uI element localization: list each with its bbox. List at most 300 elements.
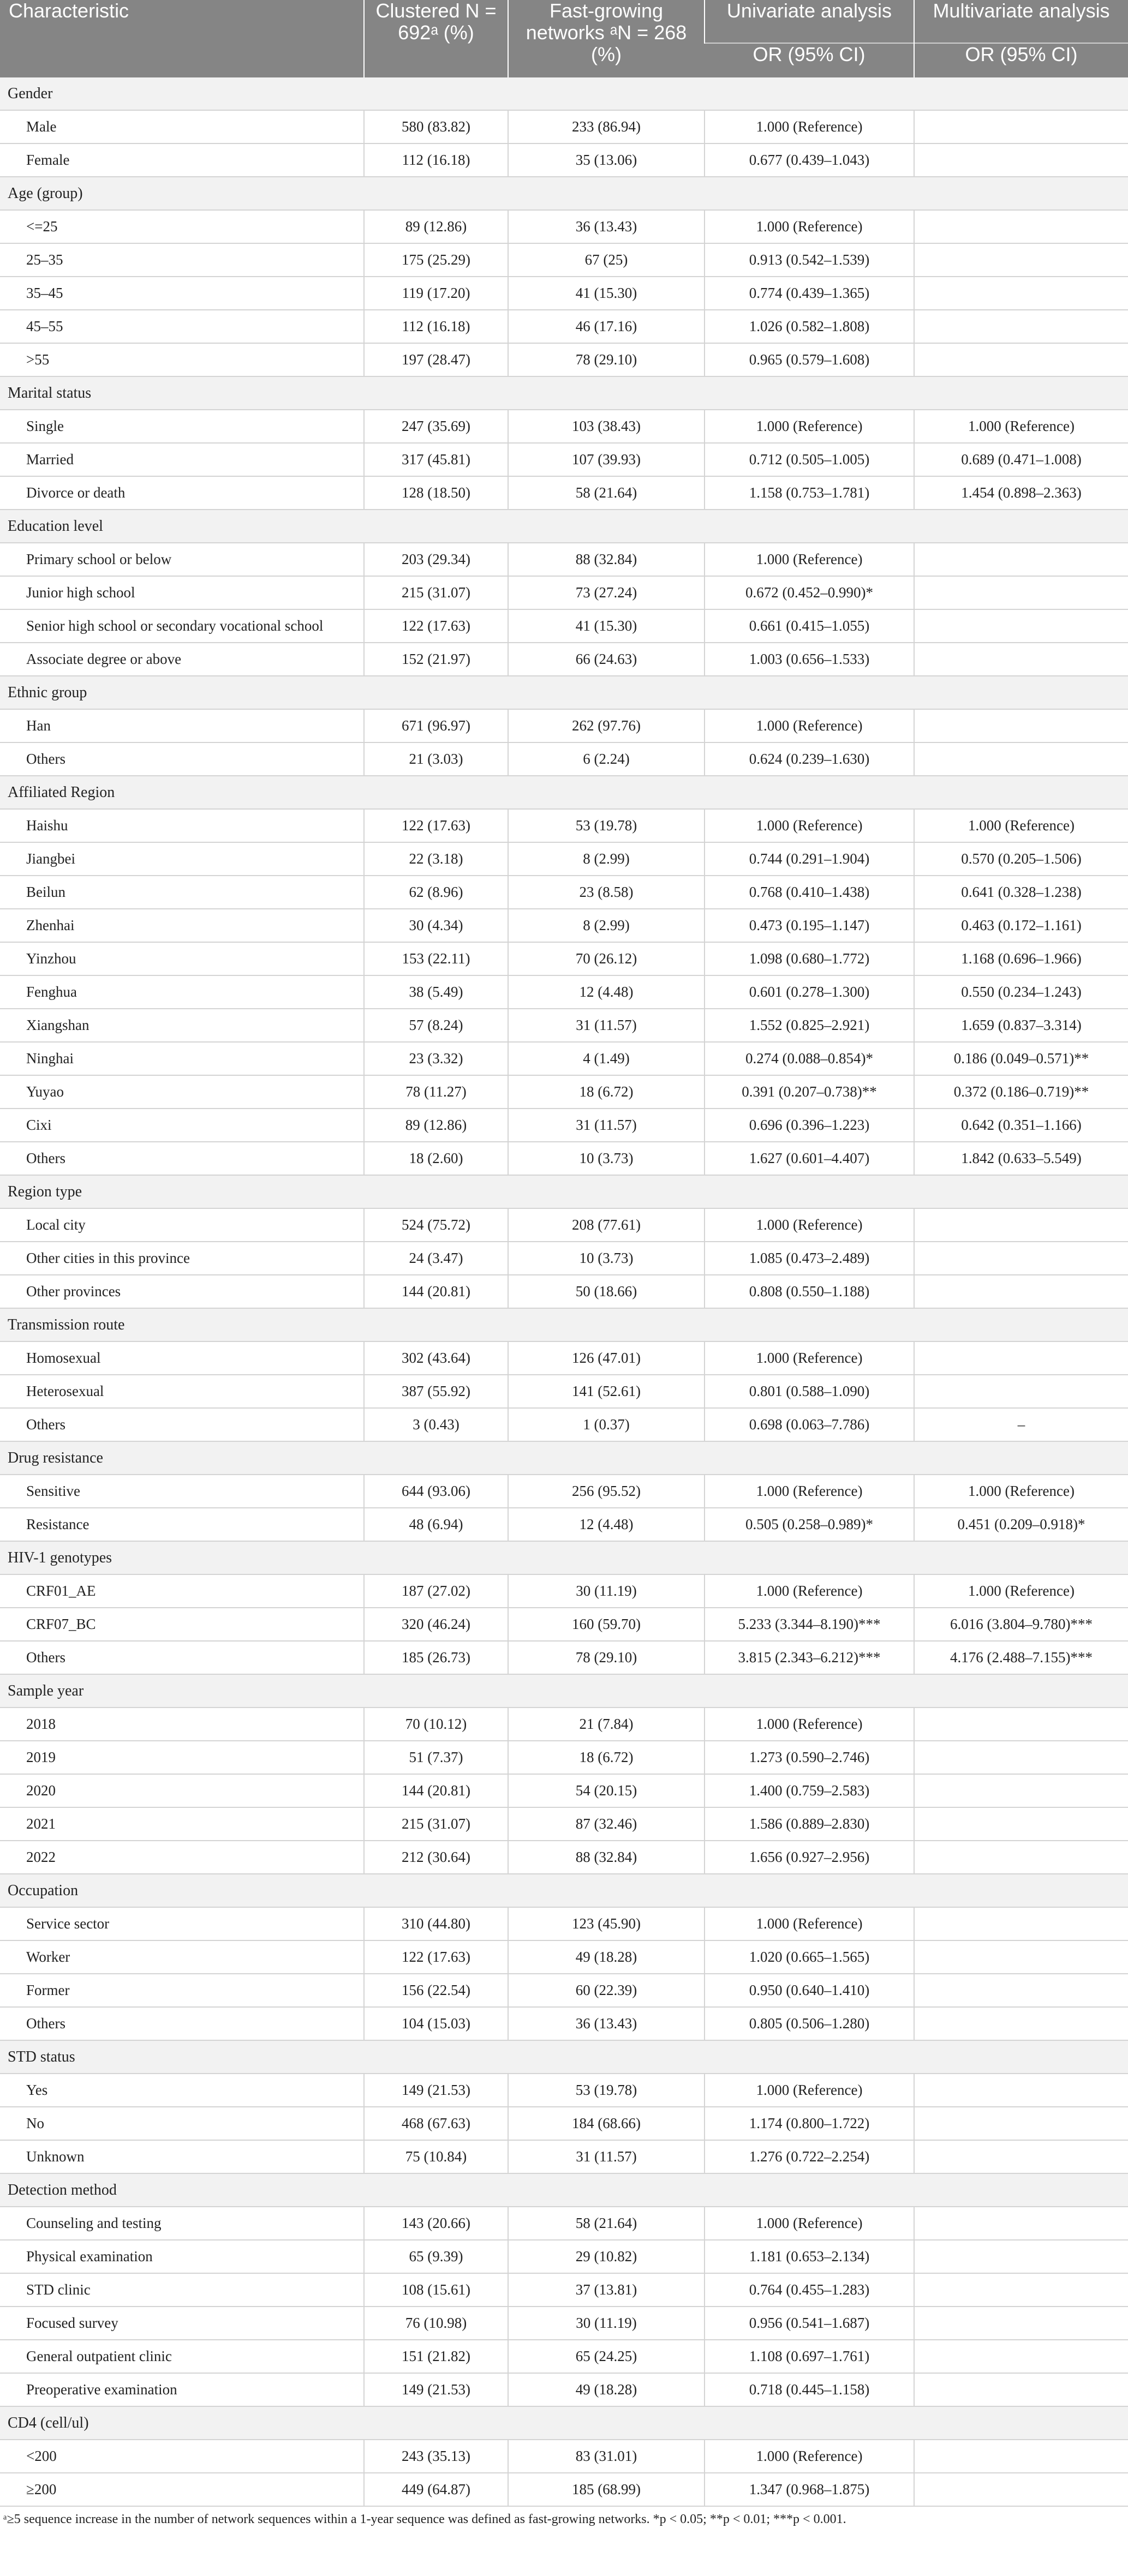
clustered-cell: 197 (28.47): [364, 343, 508, 376]
table-row: [0, 476, 1128, 510]
table-footnote: ᵃ≥5 sequence increase in the number of network sequences within a 1-year sequence was defined as fast-growing networks. *p < 0.05; **p < 0.01; ***p < 0.001.: [3, 2512, 846, 2526]
univariate-cell: 0.601 (0.278–1.300): [705, 975, 914, 1009]
table-row: [0, 2340, 1128, 2373]
characteristic-cell: STD clinic: [0, 2273, 364, 2307]
multivariate-cell: [914, 643, 1128, 676]
fast-growing-cell: 262 (97.76): [508, 709, 705, 742]
clustered-cell: 203 (29.34): [364, 543, 508, 576]
univariate-cell: 1.000 (Reference): [705, 809, 914, 842]
univariate-cell: 0.774 (0.439–1.365): [705, 277, 914, 310]
group-label: HIV-1 genotypes: [0, 1541, 1128, 1574]
univariate-cell: 0.698 (0.063–7.786): [705, 1408, 914, 1441]
table-row: [0, 2373, 1128, 2406]
univariate-cell: 1.000 (Reference): [705, 2207, 914, 2240]
characteristic-cell: Yinzhou: [0, 942, 364, 975]
univariate-cell: 0.718 (0.445–1.158): [705, 2373, 914, 2406]
clustered-cell: 122 (17.63): [364, 809, 508, 842]
univariate-cell: 0.677 (0.439–1.043): [705, 143, 914, 177]
fast-growing-cell: 21 (7.84): [508, 1708, 705, 1741]
multivariate-cell: [914, 2207, 1128, 2240]
univariate-cell: 0.764 (0.455–1.283): [705, 2273, 914, 2307]
fast-growing-cell: 36 (13.43): [508, 210, 705, 243]
table-row: [0, 1075, 1128, 1109]
multivariate-cell: [914, 742, 1128, 776]
group-label: Detection method: [0, 2173, 1128, 2207]
fast-growing-cell: 208 (77.61): [508, 1208, 705, 1242]
multivariate-cell: 1.168 (0.696–1.966): [914, 942, 1128, 975]
table-row: [0, 2273, 1128, 2307]
univariate-cell: 0.808 (0.550–1.188): [705, 1275, 914, 1308]
univariate-cell: 1.181 (0.653–2.134): [705, 2240, 914, 2273]
characteristic-cell: Preoperative examination: [0, 2373, 364, 2406]
table-row: [0, 2473, 1128, 2506]
table-row: [0, 1608, 1128, 1641]
multivariate-cell: 1.000 (Reference): [914, 1475, 1128, 1508]
clustered-cell: 62 (8.96): [364, 876, 508, 909]
characteristic-cell: CRF01_AE: [0, 1574, 364, 1608]
univariate-cell: 1.000 (Reference): [705, 1475, 914, 1508]
multivariate-cell: 1.000 (Reference): [914, 410, 1128, 443]
clustered-cell: 24 (3.47): [364, 1242, 508, 1275]
clustered-cell: 122 (17.63): [364, 1940, 508, 1974]
clustered-cell: 449 (64.87): [364, 2473, 508, 2506]
group-label: Drug resistance: [0, 1441, 1128, 1475]
characteristic-cell: Service sector: [0, 1907, 364, 1940]
clustered-cell: 175 (25.29): [364, 243, 508, 277]
group-row: [0, 1308, 1128, 1341]
univariate-cell: 1.085 (0.473–2.489): [705, 1242, 914, 1275]
univariate-cell: 1.026 (0.582–1.808): [705, 310, 914, 343]
clustered-cell: 153 (22.11): [364, 942, 508, 975]
clustered-cell: 89 (12.86): [364, 210, 508, 243]
multivariate-cell: [914, 2340, 1128, 2373]
table-row: [0, 709, 1128, 742]
group-row: [0, 776, 1128, 809]
group-row: [0, 1175, 1128, 1208]
multivariate-cell: [914, 1774, 1128, 1807]
fast-growing-cell: 66 (24.63): [508, 643, 705, 676]
multivariate-cell: 0.550 (0.234–1.243): [914, 975, 1128, 1009]
header-clustered: Clustered N = 692ᵃ (%): [364, 0, 508, 77]
univariate-cell: 1.400 (0.759–2.583): [705, 1774, 914, 1807]
clustered-cell: 156 (22.54): [364, 1974, 508, 2007]
group-row: [0, 77, 1128, 110]
univariate-cell: 1.000 (Reference): [705, 110, 914, 143]
multivariate-cell: [914, 576, 1128, 609]
characteristic-cell: Single: [0, 410, 364, 443]
multivariate-cell: [914, 1275, 1128, 1308]
fast-growing-cell: 4 (1.49): [508, 1042, 705, 1075]
table-body: [0, 77, 1128, 2506]
clustered-cell: 70 (10.12): [364, 1708, 508, 1741]
clustered-cell: 149 (21.53): [364, 2373, 508, 2406]
table-row: [0, 1109, 1128, 1142]
fast-growing-cell: 12 (4.48): [508, 1508, 705, 1541]
multivariate-cell: [914, 2440, 1128, 2473]
univariate-cell: 1.000 (Reference): [705, 410, 914, 443]
characteristic-cell: Focused survey: [0, 2307, 364, 2340]
fast-growing-cell: 12 (4.48): [508, 975, 705, 1009]
group-row: [0, 1441, 1128, 1475]
univariate-cell: 1.000 (Reference): [705, 2440, 914, 2473]
characteristic-cell: <200: [0, 2440, 364, 2473]
clustered-cell: 580 (83.82): [364, 110, 508, 143]
characteristic-cell: Local city: [0, 1208, 364, 1242]
univariate-cell: 3.815 (2.343–6.212)***: [705, 1641, 914, 1674]
table-row: [0, 876, 1128, 909]
multivariate-cell: [914, 1974, 1128, 2007]
table-row: [0, 143, 1128, 177]
univariate-cell: 1.003 (0.656–1.533): [705, 643, 914, 676]
clustered-cell: 65 (9.39): [364, 2240, 508, 2273]
univariate-cell: 1.656 (0.927–2.956): [705, 1841, 914, 1874]
univariate-cell: 0.274 (0.088–0.854)*: [705, 1042, 914, 1075]
multivariate-cell: 0.641 (0.328–1.238): [914, 876, 1128, 909]
univariate-cell: 1.586 (0.889–2.830): [705, 1807, 914, 1841]
fast-growing-cell: 73 (27.24): [508, 576, 705, 609]
fast-growing-cell: 126 (47.01): [508, 1341, 705, 1375]
table-row: [0, 2007, 1128, 2040]
characteristic-cell: Resistance: [0, 1508, 364, 1541]
multivariate-cell: [914, 110, 1128, 143]
characteristic-cell: 2018: [0, 1708, 364, 1741]
multivariate-cell: [914, 1708, 1128, 1741]
group-label: Gender: [0, 77, 1128, 110]
multivariate-cell: [914, 1741, 1128, 1774]
univariate-cell: 1.276 (0.722–2.254): [705, 2140, 914, 2173]
fast-growing-cell: 37 (13.81): [508, 2273, 705, 2307]
table-row: [0, 1142, 1128, 1175]
header-multivariate: Multivariate analysis: [914, 0, 1128, 43]
fast-growing-cell: 46 (17.16): [508, 310, 705, 343]
clustered-cell: 152 (21.97): [364, 643, 508, 676]
table-row: [0, 243, 1128, 277]
fast-growing-cell: 30 (11.19): [508, 2307, 705, 2340]
clustered-cell: 112 (16.18): [364, 143, 508, 177]
fast-growing-cell: 18 (6.72): [508, 1075, 705, 1109]
univariate-cell: 1.000 (Reference): [705, 1574, 914, 1608]
group-row: [0, 676, 1128, 709]
characteristic-cell: Others: [0, 2007, 364, 2040]
fast-growing-cell: 88 (32.84): [508, 1841, 705, 1874]
multivariate-cell: [914, 2273, 1128, 2307]
fast-growing-cell: 58 (21.64): [508, 476, 705, 510]
univariate-cell: 0.391 (0.207–0.738)**: [705, 1075, 914, 1109]
clustered-cell: 23 (3.32): [364, 1042, 508, 1075]
characteristic-cell: Han: [0, 709, 364, 742]
clustered-cell: 144 (20.81): [364, 1774, 508, 1807]
characteristic-cell: Others: [0, 1641, 364, 1674]
univariate-cell: 1.627 (0.601–4.407): [705, 1142, 914, 1175]
multivariate-cell: 1.000 (Reference): [914, 809, 1128, 842]
clustered-cell: 38 (5.49): [364, 975, 508, 1009]
clustered-cell: 468 (67.63): [364, 2107, 508, 2140]
univariate-cell: 0.956 (0.541–1.687): [705, 2307, 914, 2340]
characteristic-cell: Others: [0, 1408, 364, 1441]
multivariate-cell: [914, 2007, 1128, 2040]
clustered-cell: 78 (11.27): [364, 1075, 508, 1109]
characteristic-cell: Yes: [0, 2074, 364, 2107]
characteristic-cell: General outpatient clinic: [0, 2340, 364, 2373]
fast-growing-cell: 83 (31.01): [508, 2440, 705, 2473]
group-label: Transmission route: [0, 1308, 1128, 1341]
multivariate-cell: 0.463 (0.172–1.161): [914, 909, 1128, 942]
group-label: Affiliated Region: [0, 776, 1128, 809]
clustered-cell: 143 (20.66): [364, 2207, 508, 2240]
clustered-cell: 215 (31.07): [364, 1807, 508, 1841]
multivariate-cell: [914, 210, 1128, 243]
fast-growing-cell: 103 (38.43): [508, 410, 705, 443]
characteristic-cell: Ninghai: [0, 1042, 364, 1075]
multivariate-cell: [914, 1375, 1128, 1408]
characteristic-cell: Primary school or below: [0, 543, 364, 576]
characteristic-cell: Zhenhai: [0, 909, 364, 942]
group-row: [0, 2040, 1128, 2074]
characteristic-cell: Xiangshan: [0, 1009, 364, 1042]
group-label: CD4 (cell/ul): [0, 2406, 1128, 2440]
characteristic-cell: No: [0, 2107, 364, 2140]
clustered-cell: 51 (7.37): [364, 1741, 508, 1774]
multivariate-cell: [914, 1807, 1128, 1841]
fast-growing-cell: 78 (29.10): [508, 1641, 705, 1674]
clustered-cell: 3 (0.43): [364, 1408, 508, 1441]
characteristic-cell: <=25: [0, 210, 364, 243]
multivariate-cell: 1.000 (Reference): [914, 1574, 1128, 1608]
characteristic-cell: 2021: [0, 1807, 364, 1841]
fast-growing-cell: 53 (19.78): [508, 2074, 705, 2107]
table-row: [0, 1574, 1128, 1608]
univariate-cell: 1.000 (Reference): [705, 2074, 914, 2107]
clustered-cell: 185 (26.73): [364, 1641, 508, 1674]
fast-growing-cell: 50 (18.66): [508, 1275, 705, 1308]
characteristic-cell: Worker: [0, 1940, 364, 1974]
clustered-cell: 104 (15.03): [364, 2007, 508, 2040]
characteristic-cell: Heterosexual: [0, 1375, 364, 1408]
header-characteristic: Characteristic: [0, 0, 364, 77]
clustered-cell: 524 (75.72): [364, 1208, 508, 1242]
clustered-cell: 187 (27.02): [364, 1574, 508, 1608]
univariate-cell: 1.098 (0.680–1.772): [705, 942, 914, 975]
fast-growing-cell: 78 (29.10): [508, 343, 705, 376]
univariate-cell: 0.965 (0.579–1.608): [705, 343, 914, 376]
multivariate-cell: [914, 1841, 1128, 1874]
clustered-cell: 122 (17.63): [364, 609, 508, 643]
clustered-cell: 317 (45.81): [364, 443, 508, 476]
table-row: [0, 1774, 1128, 1807]
table-row: [0, 1208, 1128, 1242]
fast-growing-cell: 49 (18.28): [508, 2373, 705, 2406]
fast-growing-cell: 65 (24.25): [508, 2340, 705, 2373]
clustered-cell: 151 (21.82): [364, 2340, 508, 2373]
table-row: [0, 1009, 1128, 1042]
characteristic-cell: Unknown: [0, 2140, 364, 2173]
group-label: Marital status: [0, 376, 1128, 410]
clustered-cell: 320 (46.24): [364, 1608, 508, 1641]
univariate-cell: 0.712 (0.505–1.005): [705, 443, 914, 476]
clustered-cell: 310 (44.80): [364, 1907, 508, 1940]
characteristic-cell: Haishu: [0, 809, 364, 842]
univariate-cell: 0.672 (0.452–0.990)*: [705, 576, 914, 609]
multivariate-cell: [914, 2074, 1128, 2107]
clustered-cell: 22 (3.18): [364, 842, 508, 876]
table-row: [0, 443, 1128, 476]
fast-growing-cell: 30 (11.19): [508, 1574, 705, 1608]
table-row: [0, 1508, 1128, 1541]
univariate-cell: 0.744 (0.291–1.904): [705, 842, 914, 876]
univariate-cell: 1.174 (0.800–1.722): [705, 2107, 914, 2140]
univariate-cell: 1.000 (Reference): [705, 543, 914, 576]
fast-growing-cell: 8 (2.99): [508, 909, 705, 942]
fast-growing-cell: 41 (15.30): [508, 609, 705, 643]
characteristic-cell: Other cities in this province: [0, 1242, 364, 1275]
table-row: [0, 842, 1128, 876]
fast-growing-cell: 60 (22.39): [508, 1974, 705, 2007]
fast-growing-cell: 256 (95.52): [508, 1475, 705, 1508]
clustered-cell: 243 (35.13): [364, 2440, 508, 2473]
characteristic-cell: ≥200: [0, 2473, 364, 2506]
clustered-cell: 108 (15.61): [364, 2273, 508, 2307]
table-row: [0, 410, 1128, 443]
clustered-cell: 48 (6.94): [364, 1508, 508, 1541]
table-row: [0, 2140, 1128, 2173]
fast-growing-cell: 185 (68.99): [508, 2473, 705, 2506]
multivariate-cell: [914, 2307, 1128, 2340]
table-row: [0, 576, 1128, 609]
univariate-cell: 0.473 (0.195–1.147): [705, 909, 914, 942]
header-multivariate-or: OR (95% CI): [914, 43, 1128, 77]
multivariate-cell: 0.689 (0.471–1.008): [914, 443, 1128, 476]
clustered-cell: 212 (30.64): [364, 1841, 508, 1874]
fast-growing-cell: 10 (3.73): [508, 1242, 705, 1275]
multivariate-cell: 1.659 (0.837–3.314): [914, 1009, 1128, 1042]
univariate-cell: 1.347 (0.968–1.875): [705, 2473, 914, 2506]
table-row: [0, 609, 1128, 643]
characteristic-cell: Divorce or death: [0, 476, 364, 510]
multivariate-cell: 0.372 (0.186–0.719)**: [914, 1075, 1128, 1109]
fast-growing-cell: 123 (45.90): [508, 1907, 705, 1940]
characteristic-cell: Fenghua: [0, 975, 364, 1009]
multivariate-cell: [914, 2473, 1128, 2506]
group-label: Sample year: [0, 1674, 1128, 1708]
table-row: [0, 2107, 1128, 2140]
univariate-cell: 1.000 (Reference): [705, 1208, 914, 1242]
multivariate-cell: [914, 310, 1128, 343]
characteristic-cell: Associate degree or above: [0, 643, 364, 676]
clustered-cell: 302 (43.64): [364, 1341, 508, 1375]
clustered-cell: 76 (10.98): [364, 2307, 508, 2340]
fast-growing-cell: 88 (32.84): [508, 543, 705, 576]
clustered-cell: 30 (4.34): [364, 909, 508, 942]
clustered-cell: 18 (2.60): [364, 1142, 508, 1175]
table-row: [0, 942, 1128, 975]
clustered-cell: 57 (8.24): [364, 1009, 508, 1042]
table-row: [0, 1940, 1128, 1974]
univariate-cell: 0.805 (0.506–1.280): [705, 2007, 914, 2040]
fast-growing-cell: 49 (18.28): [508, 1940, 705, 1974]
fast-growing-cell: 53 (19.78): [508, 809, 705, 842]
univariate-cell: 0.801 (0.588–1.090): [705, 1375, 914, 1408]
table-row: [0, 1341, 1128, 1375]
multivariate-cell: 0.186 (0.049–0.571)**: [914, 1042, 1128, 1075]
group-row: [0, 2406, 1128, 2440]
characteristic-cell: >55: [0, 343, 364, 376]
multivariate-cell: [914, 243, 1128, 277]
table-row: [0, 909, 1128, 942]
table-row: [0, 1907, 1128, 1940]
fast-growing-cell: 1 (0.37): [508, 1408, 705, 1441]
group-row: [0, 376, 1128, 410]
clustered-cell: 21 (3.03): [364, 742, 508, 776]
clustered-cell: 387 (55.92): [364, 1375, 508, 1408]
multivariate-cell: [914, 2240, 1128, 2273]
fast-growing-cell: 31 (11.57): [508, 2140, 705, 2173]
fast-growing-cell: 31 (11.57): [508, 1009, 705, 1042]
group-label: Ethnic group: [0, 676, 1128, 709]
clustered-cell: 112 (16.18): [364, 310, 508, 343]
clustered-cell: 644 (93.06): [364, 1475, 508, 1508]
characteristic-cell: Other provinces: [0, 1275, 364, 1308]
group-row: [0, 510, 1128, 543]
characteristic-cell: Sensitive: [0, 1475, 364, 1508]
group-label: STD status: [0, 2040, 1128, 2074]
clustered-cell: 149 (21.53): [364, 2074, 508, 2107]
table-row: [0, 2307, 1128, 2340]
table-row: [0, 2240, 1128, 2273]
univariate-cell: 0.624 (0.239–1.630): [705, 742, 914, 776]
clustered-cell: 128 (18.50): [364, 476, 508, 510]
clustered-cell: 144 (20.81): [364, 1275, 508, 1308]
table-row: [0, 210, 1128, 243]
group-row: [0, 177, 1128, 210]
characteristic-cell: Junior high school: [0, 576, 364, 609]
group-row: [0, 1674, 1128, 1708]
characteristic-cell: Others: [0, 742, 364, 776]
clustered-cell: 215 (31.07): [364, 576, 508, 609]
group-label: Education level: [0, 510, 1128, 543]
table-row: [0, 643, 1128, 676]
fast-growing-cell: 8 (2.99): [508, 842, 705, 876]
characteristic-cell: Jiangbei: [0, 842, 364, 876]
univariate-cell: 1.552 (0.825–2.921): [705, 1009, 914, 1042]
characteristic-cell: Homosexual: [0, 1341, 364, 1375]
multivariate-cell: [914, 709, 1128, 742]
fast-growing-cell: 23 (8.58): [508, 876, 705, 909]
fast-growing-cell: 184 (68.66): [508, 2107, 705, 2140]
univariate-cell: 1.000 (Reference): [705, 709, 914, 742]
multivariate-cell: [914, 609, 1128, 643]
multivariate-cell: [914, 2140, 1128, 2173]
multivariate-cell: [914, 1341, 1128, 1375]
fast-growing-cell: 107 (39.93): [508, 443, 705, 476]
fast-growing-cell: 58 (21.64): [508, 2207, 705, 2240]
clustered-cell: 671 (96.97): [364, 709, 508, 742]
fast-growing-cell: 29 (10.82): [508, 2240, 705, 2273]
characteristic-cell: 2019: [0, 1741, 364, 1774]
table-row: [0, 1708, 1128, 1741]
table-row: [0, 742, 1128, 776]
characteristic-cell: Yuyao: [0, 1075, 364, 1109]
multivariate-cell: 0.451 (0.209–0.918)*: [914, 1508, 1128, 1541]
fast-growing-cell: 18 (6.72): [508, 1741, 705, 1774]
clustered-cell: 247 (35.69): [364, 410, 508, 443]
univariate-cell: 1.108 (0.697–1.761): [705, 2340, 914, 2373]
clustered-cell: 119 (17.20): [364, 277, 508, 310]
univariate-cell: 0.913 (0.542–1.539): [705, 243, 914, 277]
characteristic-cell: Physical examination: [0, 2240, 364, 2273]
univariate-cell: 0.661 (0.415–1.055): [705, 609, 914, 643]
univariate-cell: 5.233 (3.344–8.190)***: [705, 1608, 914, 1641]
characteristic-cell: Female: [0, 143, 364, 177]
